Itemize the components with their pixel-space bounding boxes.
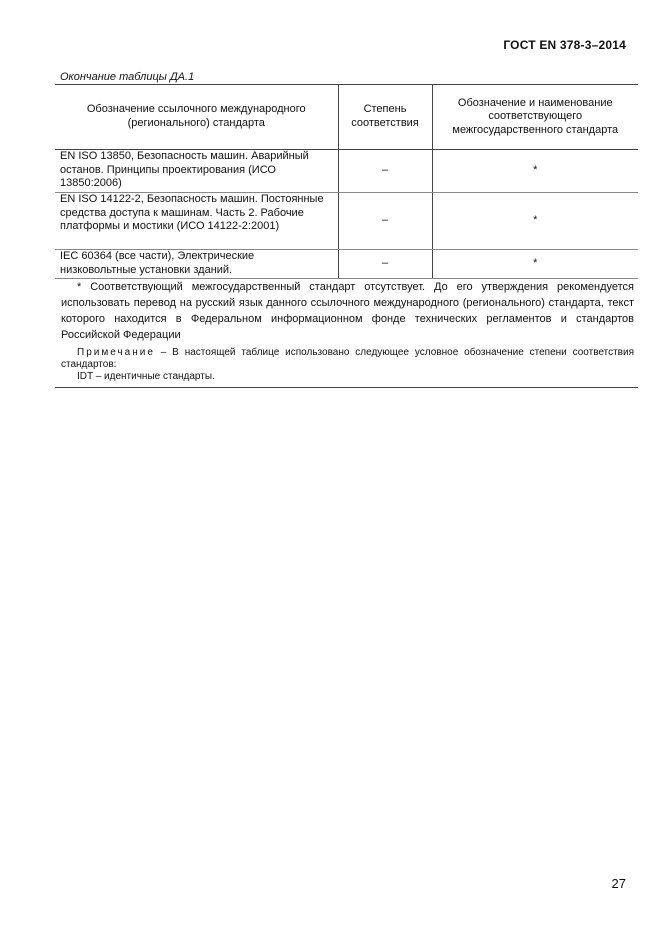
cell-national-standard: *	[432, 193, 638, 250]
note-paragraph	[61, 347, 634, 371]
column-header-reference-standard: Обозначение ссылочного международного (регионального) стандарта	[55, 85, 338, 150]
table-notes	[55, 279, 638, 388]
note-label: Примечание	[77, 347, 155, 358]
document-code: ГОСТ EN 378-3–2014	[503, 38, 626, 52]
column-header-national-standard: Обозначение и наименование соответствующего межгосударственного стандарта	[432, 85, 638, 150]
cell-degree: –	[338, 193, 432, 250]
table-header	[55, 85, 638, 150]
cell-degree: –	[338, 250, 432, 279]
table-body	[55, 150, 638, 279]
cell-reference-standard: EN ISO 13850, Безопасность машин. Аварийный останов. Принципы проектирования (ИСО 13850:2006)	[55, 150, 338, 193]
table-row	[55, 150, 638, 193]
cell-degree: –	[338, 150, 432, 193]
cell-reference-standard: EN ISO 14122-2, Безопасность машин. Постоянные средства доступа к машинам. Часть 2. Рабочие платформы и мостики (ИСО 14122-2:2001)	[55, 193, 338, 250]
cell-national-standard: *	[432, 150, 638, 193]
note-item: IDT – идентичные стандарты.	[77, 371, 215, 382]
cell-reference-standard: IEC 60364 (все части), Электрические низковольтные установки зданий.	[55, 250, 338, 279]
reference-standards-table	[55, 84, 638, 279]
cell-national-standard: *	[432, 250, 638, 279]
table-row	[55, 193, 638, 250]
note-text: – В настоящей таблице использовано следующее условное обозначение степени соответствия стандартов:	[61, 347, 634, 370]
table-row	[55, 250, 638, 279]
footnote-text: * Соответствующий межгосударственный стандарт отсутствует. До его утверждения рекомендуется использовать перевод на русский язык данного ссылочного международного (регионального) стандарта, текст которого находится в Федеральном информационном фонде технических регламентов и стандартов Российской Федерации	[61, 281, 634, 341]
page-number: 27	[611, 876, 626, 891]
column-header-degree: Степень соответствия	[338, 85, 432, 150]
table-caption: Окончание таблицы ДА.1	[60, 71, 195, 83]
table-header-row	[55, 85, 638, 150]
reference-standards-table-container	[55, 84, 638, 388]
